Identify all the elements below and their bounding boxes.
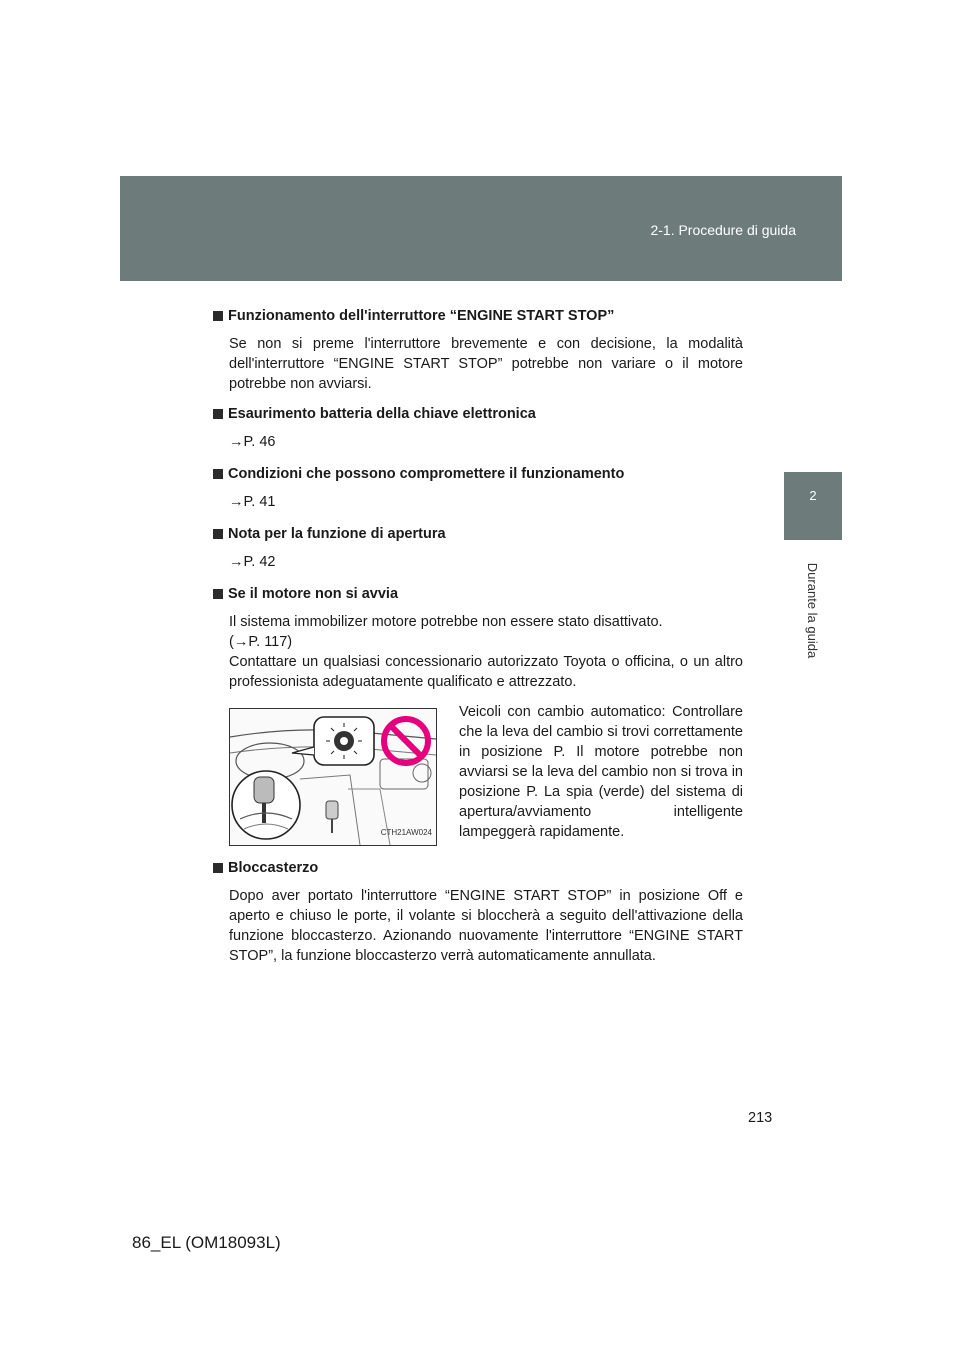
square-bullet-icon — [213, 863, 223, 873]
figure-caption: Veicoli con cambio automatico: Controllare che la leva del cambio si trovi correttamente in posizione P. Il motore potrebbe non avviarsi se la leva del cambio non si trova in posizione P. La spia (verde) del sistema di apertura/avviamento intelligente lampeggerà rapidamente. — [459, 704, 743, 840]
square-bullet-icon — [213, 409, 223, 419]
page-reference: →P. 46 — [229, 434, 276, 450]
heading-engine-switch: Funzionamento dell'interruttore “ENGINE START STOP” — [213, 306, 743, 326]
paragraph: Dopo aver portato l'interruttore “ENGINE START STOP” in posizione Off e aperto e chiuso le porte, il volante si bloccherà a seguito dell'attivazione della funzione bloccasterzo. Azionando nuovamente l'interruttore “ENGINE START STOP”, la funzione bloccasterzo verrà automaticamente annullata. — [229, 888, 743, 964]
chapter-label — [784, 545, 842, 675]
chapter-tab: 2 — [784, 472, 842, 540]
page-number: 213 — [748, 1110, 773, 1126]
document-code: 86_EL (OM18093L) — [132, 1233, 281, 1252]
heading-engine-no-start: Se il motore non si avvia — [213, 584, 743, 604]
illustration — [229, 708, 437, 846]
square-bullet-icon — [213, 589, 223, 599]
heading-conditions: Condizioni che possono compromettere il funzionamento — [213, 464, 743, 484]
header-bar — [120, 176, 842, 281]
heading-key-battery: Esaurimento batteria della chiave elettronica — [213, 404, 743, 424]
square-bullet-icon — [213, 311, 223, 321]
page-reference: →P. 42 — [229, 554, 276, 570]
main-content — [213, 306, 743, 976]
paragraph: Il sistema immobilizer motore potrebbe non essere stato disattivato. (→P. 117) Contattare un qualsiasi concessionario autorizzato Toyota o officina, o un altro professionista adeguatamente qualificato e attrezzato. — [229, 614, 743, 690]
figure-code: CTH21AW024 — [380, 828, 432, 837]
heading-entry-note: Nota per la funzione di apertura — [213, 524, 743, 544]
heading-steering-lock: Bloccasterzo — [213, 858, 743, 878]
page-reference: →P. 41 — [229, 494, 276, 510]
paragraph: Se non si preme l'interruttore brevemente e con decisione, la modalità dell'interruttore “ENGINE START STOP” potrebbe non variare o il motore potrebbe non avviarsi. — [229, 336, 743, 392]
chapter-title: Durante la guida — [805, 562, 821, 658]
figure-row — [229, 702, 743, 846]
section-title: 2-1. Procedure di guida — [650, 222, 796, 238]
square-bullet-icon — [213, 529, 223, 539]
square-bullet-icon — [213, 469, 223, 479]
